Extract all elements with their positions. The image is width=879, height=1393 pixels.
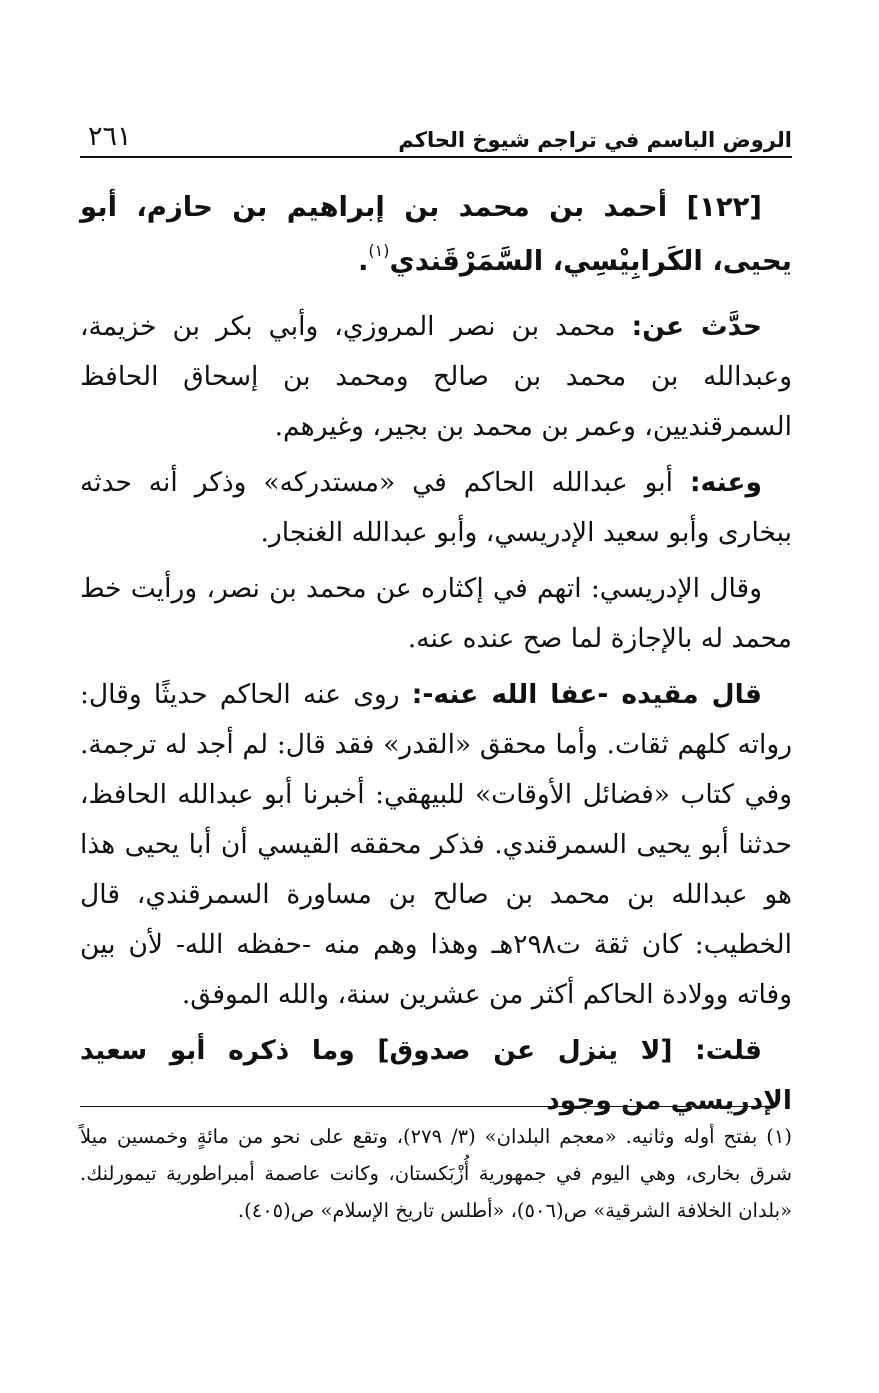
paragraph-lead: وعنه: (689, 467, 762, 498)
paragraph-lead: قال مقيده -عفا الله عنه-: (411, 679, 762, 710)
footnotes (80, 1118, 792, 1229)
entry-title-end: . (357, 245, 369, 277)
paragraph-conclusion (80, 1026, 792, 1126)
paragraph-idrisi (80, 564, 792, 664)
paragraph-lead: قلت: (695, 1035, 762, 1066)
header-rule (80, 156, 792, 158)
paragraph-text: أبو عبدالله الحاكم في «مستدركه» وذكر أنه حدثه ببخارى وأبو سعيد الإدريسي، وأبو عبدالله الغنجار. (80, 467, 792, 548)
running-header (80, 108, 792, 152)
running-title: الروض الباسم في تراجم شيوخ الحاكم (398, 128, 792, 152)
paragraph-lead: حدَّث عن: (631, 311, 762, 342)
paragraph-author-note (80, 670, 792, 1020)
footnote-separator (80, 1106, 776, 1107)
paragraph-text: روى عنه الحاكم حديثًا وقال: رواته كلهم ثقات. وأما محقق «القدر» فقد قال: لم أجد له ترجمة. وفي كتاب «فضائل الأوقات» للبيهقي: أخبرنا أبو عبدالله الحافظ، حدثنا أبو يحيى السمرقندي. فذكر محققه القيسي أن أبا يحيى هذا هو عبدالله بن محمد بن صالح بن مساورة السمرقندي، قال الخطيب: كان ثقة ت٢٩٨هـ وهذا وهم منه -حفظه الله- لأن بين وفاته وولادة الحاكم أكثر من عشرين سنة، والله الموفق. (80, 679, 792, 1010)
entry-title-text: [١٢٢] أحمد بن محمد بن إبراهيم بن حازم، أبو يحيى، الكَرابِيْسِي، السَّمَرْقَندي (80, 191, 792, 277)
paragraph-students (80, 458, 792, 558)
page-number: ٢٦١ (88, 121, 132, 152)
footnote-item: (١) بفتح أوله وثانيه. «معجم البلدان» (٣/ ٢٧٩)، وتقع على نحو من مائةٍ وخمسين ميلاً شرق بخارى، وهي اليوم في جمهورية أُزْبَكستان، وكانت عاصمة أمبراطورية تيمورلنك. «بلدان الخلافة الشرقية» ص(٥٠٦)، «أطلس تاريخ الإسلام» ص(٤٠٥). (80, 1125, 792, 1222)
footnote-reference: (١) (368, 241, 390, 260)
main-text (80, 180, 792, 1126)
paragraph-bold-text: [لا ينزل عن صدوق] وما ذكره أبو سعيد الإدريسي من وجود (80, 1035, 792, 1116)
paragraph-teachers (80, 302, 792, 452)
page-body (80, 108, 792, 1132)
paragraph-text: وقال الإدريسي: اتهم في إكثاره عن محمد بن نصر، ورأيت خط محمد له بالإجازة لما صح عنده عنه. (80, 573, 792, 654)
paragraph-text: محمد بن نصر المروزي، وأبي بكر بن خزيمة، وعبدالله بن محمد بن صالح ومحمد بن إسحاق الحافظ السمرقنديين، وعمر بن محمد بن بجير، وغيرهم. (80, 311, 792, 442)
entry-heading (80, 180, 792, 288)
